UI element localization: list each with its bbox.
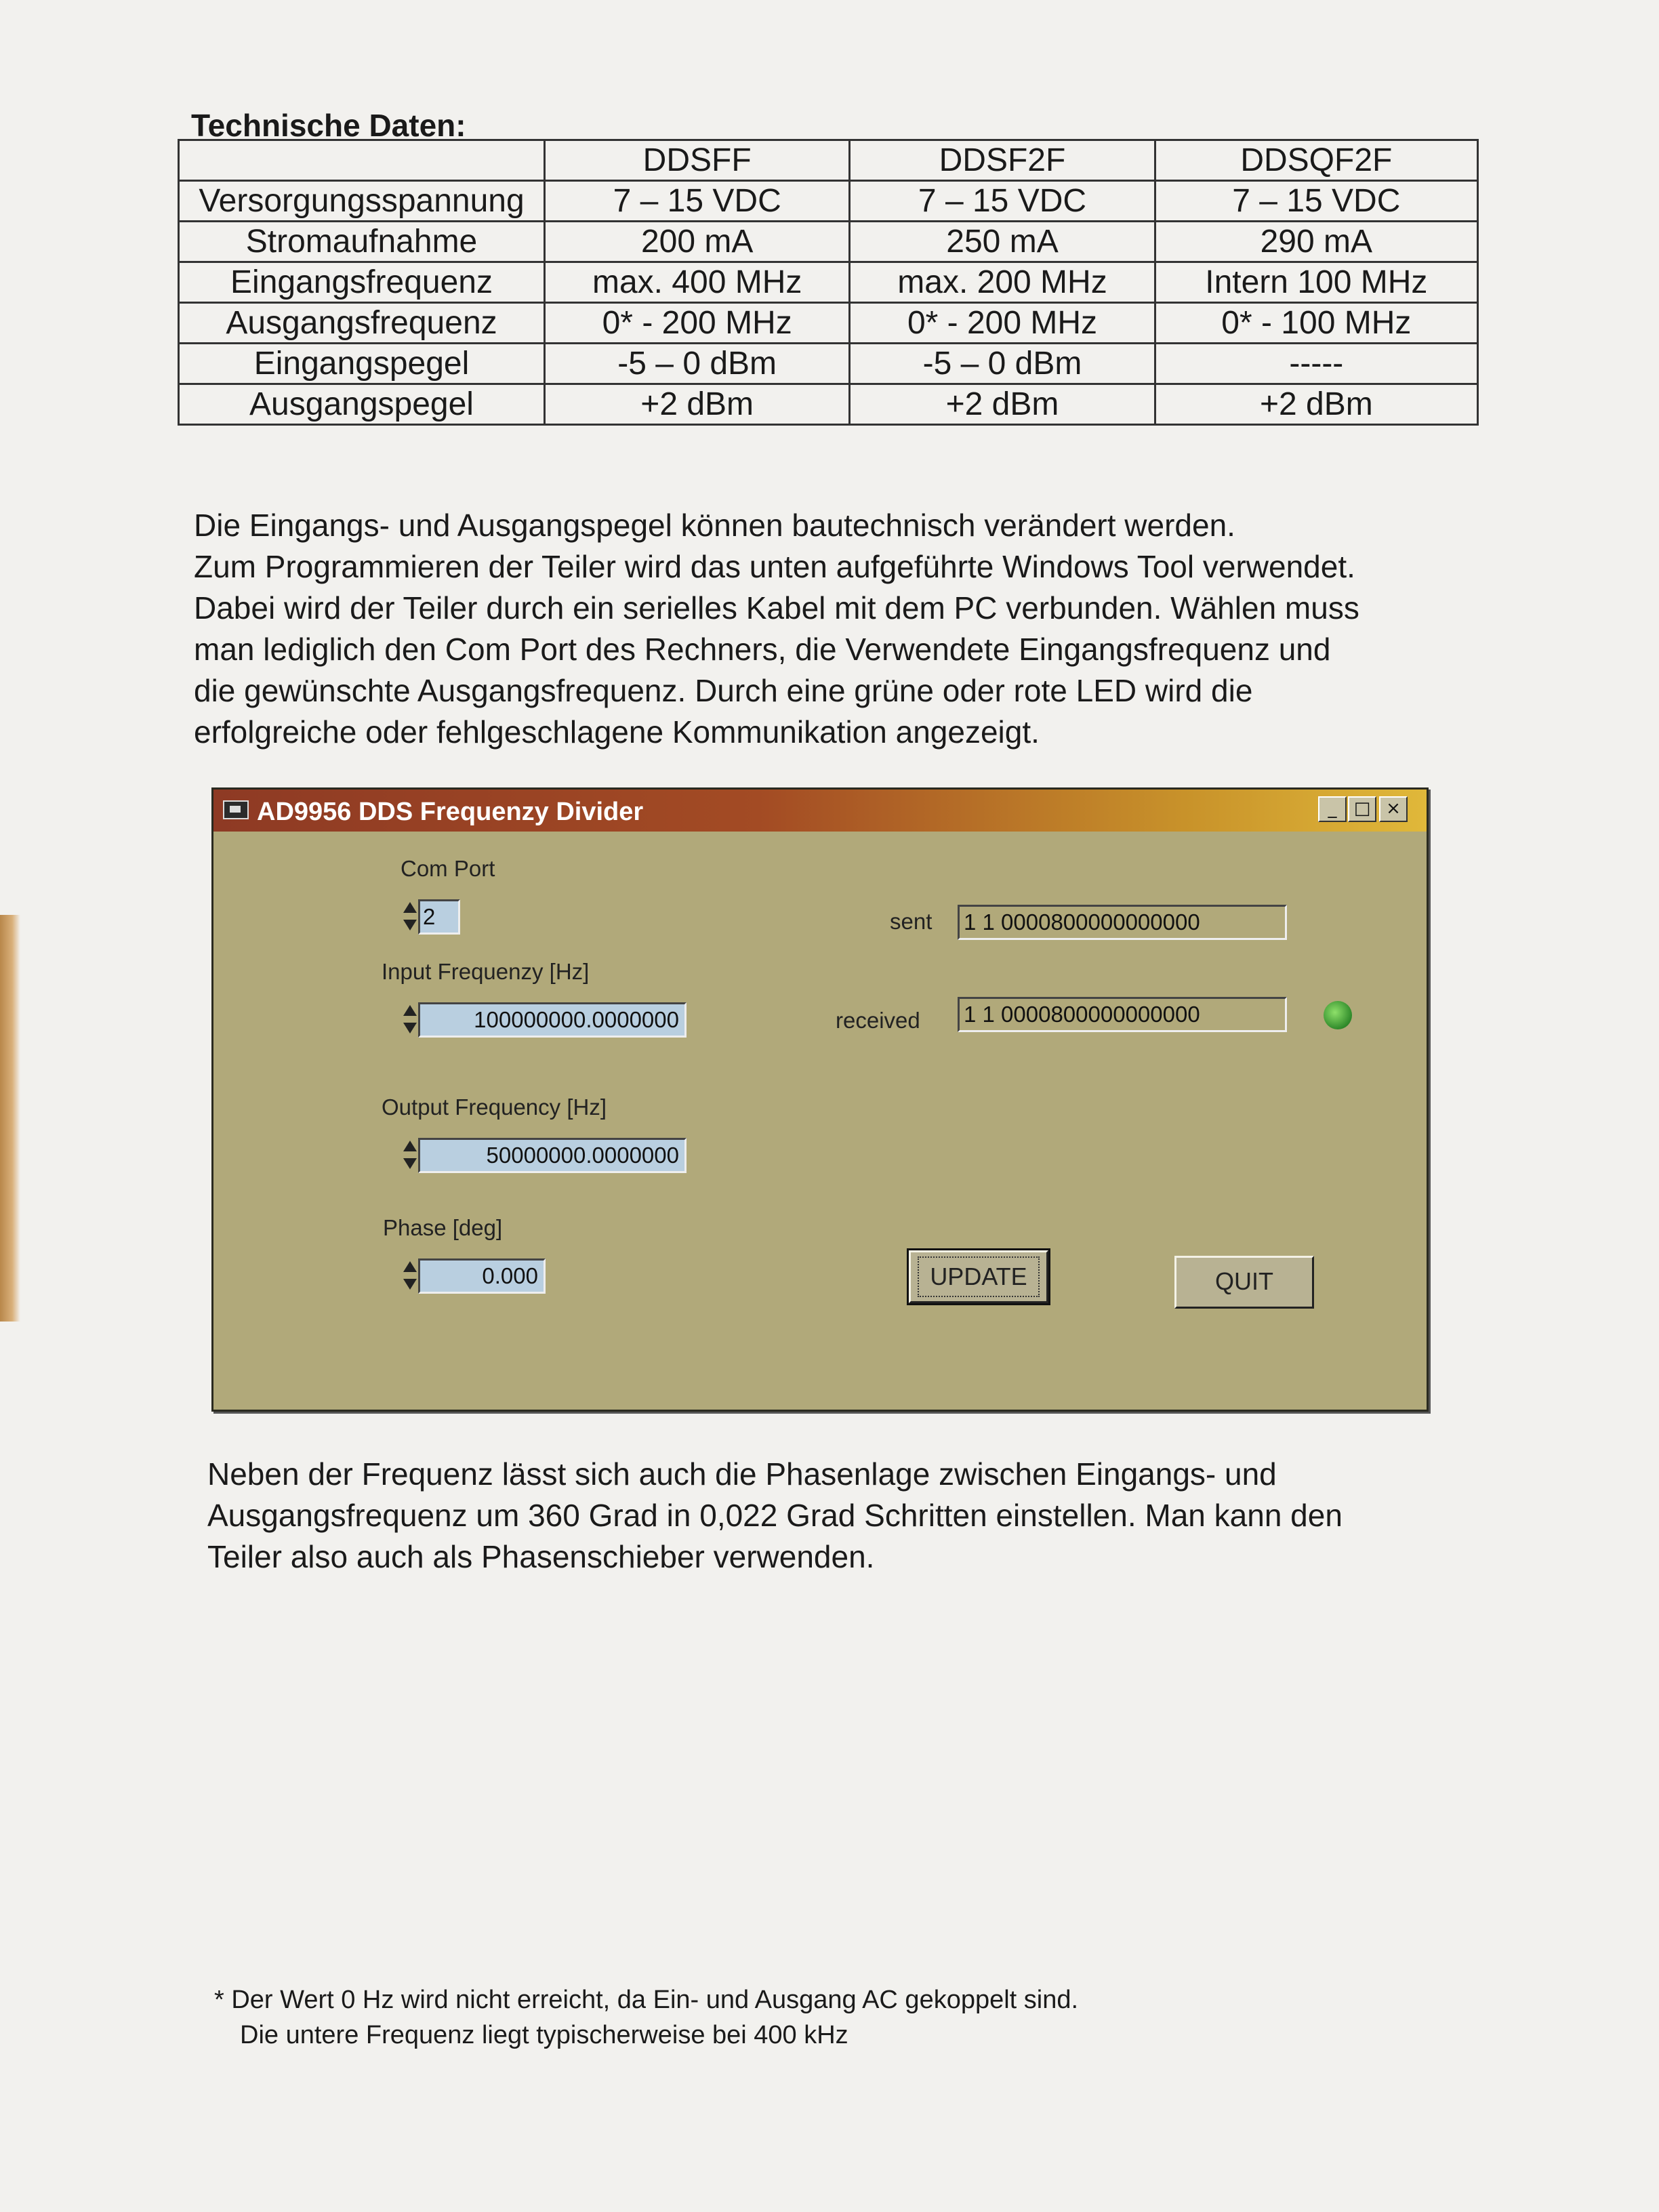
- table-row: [179, 262, 1478, 303]
- table-cell: Ausgangsfrequenz: [179, 303, 545, 344]
- table-row: [179, 384, 1478, 425]
- footnote-line: Die untere Frequenz liegt typischerweise bei 400 kHz: [240, 2021, 848, 2049]
- received-field: 1 1 0000800000000000: [958, 997, 1287, 1032]
- page-edge-shadow: [0, 915, 20, 1322]
- table-cell: 0* - 200 MHz: [545, 303, 850, 344]
- table-cell: -5 – 0 dBm: [850, 344, 1155, 384]
- table-header-cell: DDSQF2F: [1155, 140, 1477, 181]
- paragraph-line: die gewünschte Ausgangsfrequenz. Durch eine grüne oder rote LED wird die: [194, 673, 1253, 708]
- received-label: received: [836, 1008, 920, 1033]
- table-cell: Versorgungsspannung: [179, 181, 545, 222]
- table-cell: +2 dBm: [1155, 384, 1477, 425]
- app-window: [211, 787, 1429, 1412]
- table-cell: 290 mA: [1155, 222, 1477, 262]
- table-cell: Ausgangspegel: [179, 384, 545, 425]
- table-row: [179, 181, 1478, 222]
- table-cell: Stromaufnahme: [179, 222, 545, 262]
- table-header-row: [179, 140, 1478, 181]
- table-row: [179, 344, 1478, 384]
- table-cell: Intern 100 MHz: [1155, 262, 1477, 303]
- status-led-icon: [1324, 1001, 1352, 1029]
- paragraph-line: man lediglich den Com Port des Rechners, die Verwendete Eingangsfrequenz und: [194, 632, 1331, 667]
- table-cell: +2 dBm: [850, 384, 1155, 425]
- phase-label: Phase [deg]: [383, 1215, 503, 1240]
- paragraph-line: Neben der Frequenz lässt sich auch die Phasenlage zwischen Eingangs- und: [207, 1456, 1277, 1492]
- quit-button[interactable]: QUIT: [1174, 1256, 1314, 1309]
- output-frequency-label: Output Frequency [Hz]: [382, 1094, 607, 1120]
- sent-field: 1 1 0000800000000000: [958, 905, 1287, 940]
- table-cell: max. 400 MHz: [545, 262, 850, 303]
- paragraph-line: Ausgangsfrequenz um 360 Grad in 0,022 Grad Schritten einstellen. Man kann den: [207, 1498, 1343, 1533]
- com-port-spinner-icon[interactable]: [402, 899, 418, 935]
- phase-spinner-icon[interactable]: [402, 1258, 418, 1294]
- app-icon: [223, 800, 249, 819]
- window-titlebar[interactable]: [213, 790, 1427, 832]
- table-cell: +2 dBm: [545, 384, 850, 425]
- section-heading: Technische Daten:: [191, 108, 466, 143]
- com-port-label: Com Port: [401, 856, 495, 881]
- table-cell: 0* - 200 MHz: [850, 303, 1155, 344]
- paragraph-line: erfolgreiche oder fehlgeschlagene Kommunikation angezeigt.: [194, 714, 1040, 750]
- table-header-cell: [179, 140, 545, 181]
- update-button-label: UPDATE: [918, 1256, 1040, 1297]
- input-frequency-spinner-icon[interactable]: [402, 1002, 418, 1038]
- table-cell: 250 mA: [850, 222, 1155, 262]
- table-row: [179, 303, 1478, 344]
- minimize-button[interactable]: _: [1318, 796, 1347, 822]
- input-frequency-label: Input Frequenzy [Hz]: [382, 959, 590, 984]
- table-cell: -----: [1155, 344, 1477, 384]
- table-cell: 0* - 100 MHz: [1155, 303, 1477, 344]
- table-cell: 7 – 15 VDC: [1155, 181, 1477, 222]
- output-frequency-spinner-icon[interactable]: [402, 1138, 418, 1173]
- com-port-input[interactable]: 2: [418, 899, 460, 935]
- paragraph-line: Dabei wird der Teiler durch ein serielles Kabel mit dem PC verbunden. Wählen muss: [194, 590, 1359, 626]
- paragraph-line: Die Eingangs- und Ausgangspegel können bautechnisch verändert werden.: [194, 508, 1235, 543]
- close-button[interactable]: ×: [1379, 796, 1408, 822]
- sent-label: sent: [890, 909, 933, 934]
- intro-paragraph: [194, 505, 1481, 753]
- table-header-cell: DDSF2F: [850, 140, 1155, 181]
- maximize-button[interactable]: □: [1348, 796, 1376, 822]
- output-frequency-input[interactable]: 50000000.0000000: [418, 1138, 687, 1173]
- footnote-line: * Der Wert 0 Hz wird nicht erreicht, da Ein- und Ausgang AC gekoppelt sind.: [214, 1986, 1079, 2014]
- phase-paragraph: [207, 1454, 1495, 1578]
- table-header-cell: DDSFF: [545, 140, 850, 181]
- table-cell: 7 – 15 VDC: [545, 181, 850, 222]
- window-title: AD9956 DDS Frequenzy Divider: [257, 798, 644, 826]
- paragraph-line: Zum Programmieren der Teiler wird das unten aufgeführte Windows Tool verwendet.: [194, 549, 1355, 584]
- table-cell: 7 – 15 VDC: [850, 181, 1155, 222]
- spec-table: [178, 139, 1479, 426]
- footnote: [214, 1982, 1078, 2053]
- paragraph-line: Teiler also auch als Phasenschieber verwenden.: [207, 1539, 875, 1574]
- update-button[interactable]: [909, 1250, 1048, 1303]
- table-cell: Eingangsfrequenz: [179, 262, 545, 303]
- table-cell: -5 – 0 dBm: [545, 344, 850, 384]
- table-row: [179, 222, 1478, 262]
- table-cell: Eingangspegel: [179, 344, 545, 384]
- phase-input[interactable]: 0.000: [418, 1258, 546, 1294]
- table-cell: 200 mA: [545, 222, 850, 262]
- table-cell: max. 200 MHz: [850, 262, 1155, 303]
- input-frequency-input[interactable]: 100000000.0000000: [418, 1002, 687, 1038]
